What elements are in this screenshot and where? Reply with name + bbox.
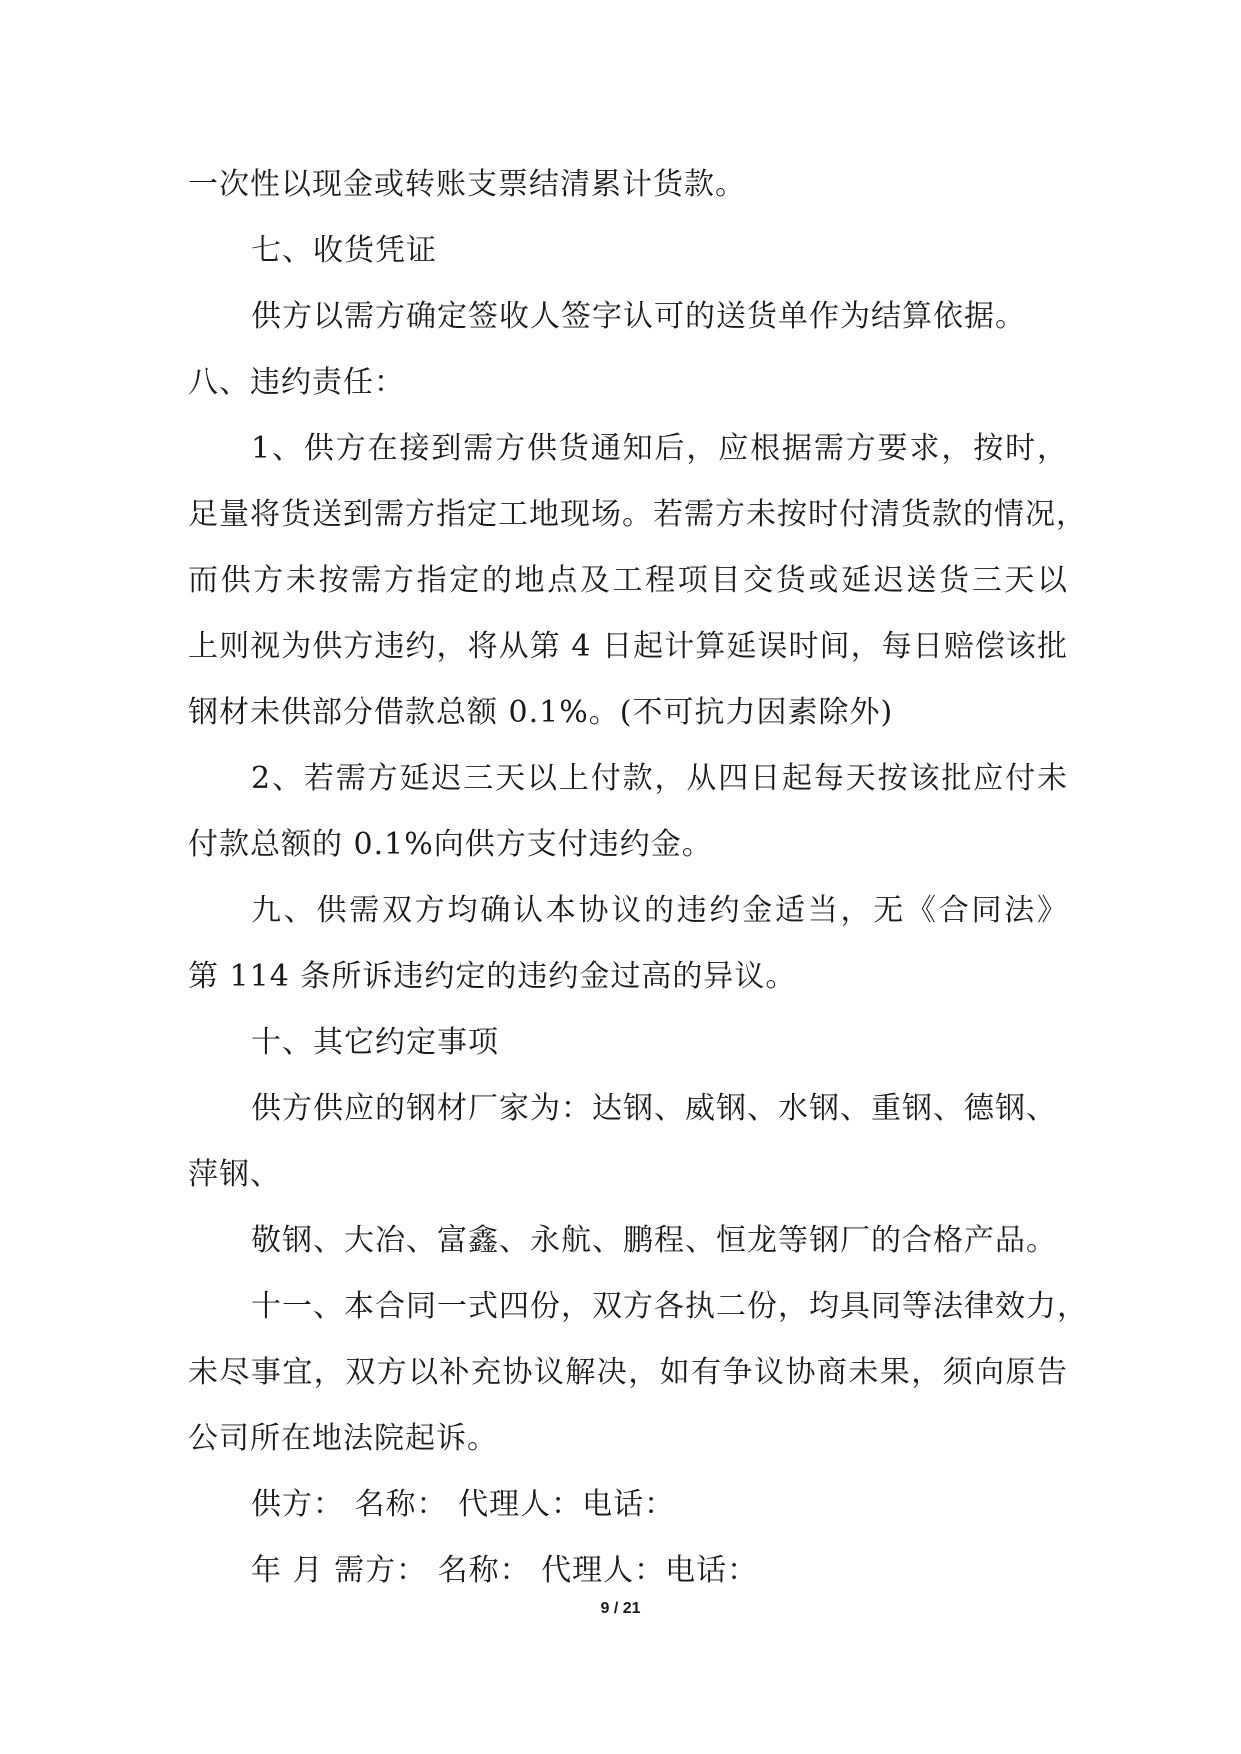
- text-line: 十一、本合同一式四份，双方各执二份，均具同等法律效力，: [251, 1289, 1088, 1324]
- text-line: 年 月 需方： 名称： 代理人：电话：: [251, 1553, 759, 1588]
- text-line: 九、供需双方均确认本协议的违约金适当，无《合同法》: [251, 893, 1068, 928]
- text-line: 1、供方在接到需方供货通知后，应根据需方要求，按时，: [251, 431, 1068, 466]
- text-line: 公司所在地法院起诉。: [188, 1421, 498, 1456]
- text-line: 敬钢、大冶、富鑫、永航、鹏程、恒龙等钢厂的合格产品。: [251, 1223, 1057, 1258]
- text-line: 上则视为供方违约，将从第 4 日起计算延误时间，每日赔偿该批: [188, 629, 1068, 664]
- text-line: 钢材未供部分借款总额 0.1%。(不可抗力因素除外): [188, 695, 894, 730]
- text-line: 付款总额的 0.1%向供方支付违约金。: [188, 827, 713, 862]
- text-line: 2、若需方延迟三天以上付款，从四日起每天按该批应付未: [251, 761, 1068, 796]
- text-line: 八、违约责任：: [188, 365, 405, 400]
- text-line: 供方： 名称： 代理人：电话：: [251, 1487, 676, 1522]
- text-line: 未尽事宜，双方以补充协议解决，如有争议协商未果，须向原告: [188, 1355, 1068, 1390]
- text-line: 第 114 条所诉违约定的违约金过高的异议。: [188, 959, 797, 994]
- text-line: 一次性以现金或转账支票结清累计货款。: [188, 167, 746, 202]
- text-line: 十、其它约定事项: [251, 1025, 499, 1060]
- text-line: 供方以需方确定签收人签字认可的送货单作为结算依据。: [251, 299, 1026, 334]
- text-line: 萍钢、: [188, 1157, 281, 1192]
- text-line: 七、收货凭证: [251, 233, 437, 268]
- page-number: 9 / 21: [600, 1600, 641, 1617]
- text-line: 足量将货送到需方指定工地现场。若需方未按时付清货款的情况，: [188, 497, 1087, 532]
- text-line: 供方供应的钢材厂家为：达钢、威钢、水钢、重钢、德钢、: [251, 1091, 1057, 1126]
- document-body: [188, 152, 1088, 1604]
- text-line: 而供方未按需方指定的地点及工程项目交货或延迟送货三天以: [188, 563, 1068, 598]
